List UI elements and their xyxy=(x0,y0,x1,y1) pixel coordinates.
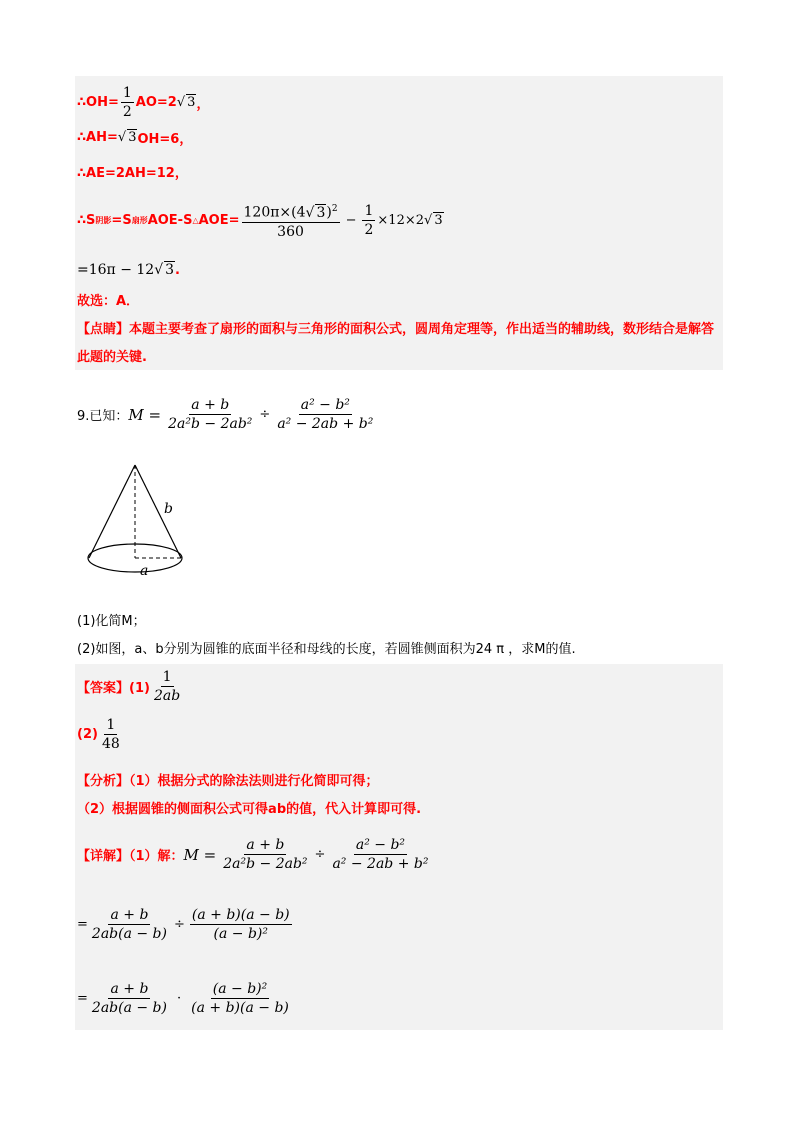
step-area xyxy=(77,200,444,241)
fraction-2 xyxy=(275,396,375,433)
step-ah xyxy=(77,128,192,147)
divide-sign: ÷ xyxy=(314,847,326,862)
sqrt: √ 3 xyxy=(305,204,326,221)
equals-sign: = xyxy=(77,917,88,932)
answer-2 xyxy=(77,716,124,753)
frac-den: 48 xyxy=(101,736,120,752)
comment-text: 【点睛】本题主要考查了扇形的面积与三角形的面积公式，圆周角定理等，作出适当的辅助线，数形结合是解答此题的关键. xyxy=(77,322,715,365)
answer-head: 【答案】(1) xyxy=(77,681,150,696)
label-b: b xyxy=(164,501,173,517)
answer-2-fraction xyxy=(100,716,122,753)
step2-fraction-1 xyxy=(90,906,169,943)
cone-figure xyxy=(80,455,200,585)
step-oh-prefix: ∴OH= xyxy=(77,95,119,110)
detail-head: 【详解】（1）解： xyxy=(77,849,184,864)
area-mid2: AOE-S xyxy=(147,212,193,228)
detail-step-2 xyxy=(77,906,294,943)
frac-num: 1 xyxy=(106,717,116,733)
analysis-1-text: 【分析】（1）根据分式的除法法则进行化简即可得； xyxy=(77,774,379,789)
radicand: 3 xyxy=(128,130,137,145)
divide-sign: ÷ xyxy=(174,917,185,932)
fraction-1 xyxy=(166,396,254,433)
divide-sign: ÷ xyxy=(259,407,271,422)
frac-num-close: ) xyxy=(326,204,332,221)
detail-step-3 xyxy=(77,980,293,1017)
detail-fraction-2 xyxy=(330,836,430,873)
frac-num: 1 xyxy=(364,202,374,219)
step-ah-prefix: ∴AH= xyxy=(77,130,118,145)
analysis-2-text: （2）根据圆锥的侧面积公式可得ab的值，代入计算即可得. xyxy=(77,802,422,817)
area-mid3: AOE= xyxy=(198,212,240,228)
result-end: . xyxy=(175,262,180,278)
frac-num: a + b xyxy=(246,837,285,853)
frac-den: 2ab xyxy=(153,688,181,704)
frac-num-text: 120π×(4 xyxy=(243,204,306,221)
answer-2-prefix: (2) xyxy=(77,727,98,742)
sqrt: √ 3 xyxy=(154,262,175,278)
frac-den: a² − 2ab + b² xyxy=(277,416,374,432)
question-9 xyxy=(77,396,377,433)
step-ae xyxy=(77,162,188,181)
comment-paragraph xyxy=(77,316,717,372)
answer-1 xyxy=(77,668,184,705)
m-equals: M = xyxy=(183,845,217,864)
step-oh xyxy=(77,84,209,121)
detail-step-1 xyxy=(77,836,432,873)
exponent: 2 xyxy=(331,204,338,214)
part-1-text: (1)化简M； xyxy=(77,614,146,629)
question-part-1 xyxy=(77,610,146,629)
minus-sign: − xyxy=(345,212,357,228)
question-prefix: 9.已知： xyxy=(77,409,129,424)
step-ah-end: OH=6， xyxy=(137,132,193,147)
area-sub-shade: 阴影 xyxy=(95,215,112,225)
sqrt: √ 3 xyxy=(176,95,196,110)
fraction-sector xyxy=(242,200,340,241)
frac-den: 2a²b − 2ab² xyxy=(168,416,253,432)
frac-num: a + b xyxy=(191,397,230,413)
result-text: =16π − 12 xyxy=(77,262,155,278)
frac-num: 1 xyxy=(122,85,132,101)
area-tail: ×12×2 xyxy=(377,212,425,228)
sqrt: √ 3 xyxy=(117,130,137,145)
frac-den: 2ab(a − b) xyxy=(91,1000,167,1016)
frac-den: (a + b)(a − b) xyxy=(191,1000,289,1016)
radicand: 3 xyxy=(316,204,326,221)
frac-num: a + b xyxy=(110,981,149,997)
area-sub-triangle: △ xyxy=(192,215,199,225)
step-ae-text: ∴AE=2AH=12， xyxy=(77,166,188,181)
frac-num: a² − b² xyxy=(300,397,350,413)
frac-num: a + b xyxy=(110,907,149,923)
analysis-1 xyxy=(77,770,379,789)
choose-answer xyxy=(77,290,139,309)
frac-den: 2ab(a − b) xyxy=(91,926,167,942)
frac-den: 2a²b − 2ab² xyxy=(223,856,308,872)
detail-fraction-1 xyxy=(221,836,309,873)
question-part-2 xyxy=(77,638,576,657)
radicand: 3 xyxy=(187,95,196,110)
equals-sign: = xyxy=(77,991,88,1006)
frac-num xyxy=(242,200,340,223)
frac-den: 360 xyxy=(277,223,304,240)
choose-text: 故选：A． xyxy=(77,294,140,309)
frac-den: (a − b)² xyxy=(213,926,269,942)
frac-den: 2 xyxy=(122,104,132,120)
answer-1-fraction xyxy=(152,668,182,705)
area-mid1: =S xyxy=(111,212,132,228)
fraction-half xyxy=(121,84,134,121)
frac-num: a² − b² xyxy=(355,837,406,853)
step2-fraction-2 xyxy=(190,906,292,943)
step-result xyxy=(77,262,180,278)
step3-fraction-2 xyxy=(189,980,291,1017)
step-oh-mid: AO=2 xyxy=(135,95,177,110)
frac-den: a² − 2ab + b² xyxy=(332,856,429,872)
step3-fraction-1 xyxy=(90,980,169,1017)
frac-den: 2 xyxy=(364,221,374,238)
area-sub-sector: 扇形 xyxy=(131,215,148,225)
sqrt: √ 3 xyxy=(424,212,443,228)
frac-num: (a + b)(a − b) xyxy=(191,907,290,923)
frac-num: (a − b)² xyxy=(212,981,268,997)
area-prefix: ∴S xyxy=(77,212,96,228)
radicand: 3 xyxy=(434,212,443,228)
fraction-half-2 xyxy=(362,202,375,239)
step-oh-end: ， xyxy=(196,97,210,112)
part-2-text: (2)如图，a、b分别为圆锥的底面半径和母线的长度，若圆锥侧面积为24 π ，求M的值. xyxy=(77,642,576,657)
label-a: a xyxy=(140,563,149,579)
multiply-dot: · xyxy=(177,991,182,1006)
m-equals: M = xyxy=(128,405,162,424)
frac-num: 1 xyxy=(162,669,172,685)
radicand: 3 xyxy=(165,262,175,278)
analysis-2 xyxy=(77,798,421,817)
